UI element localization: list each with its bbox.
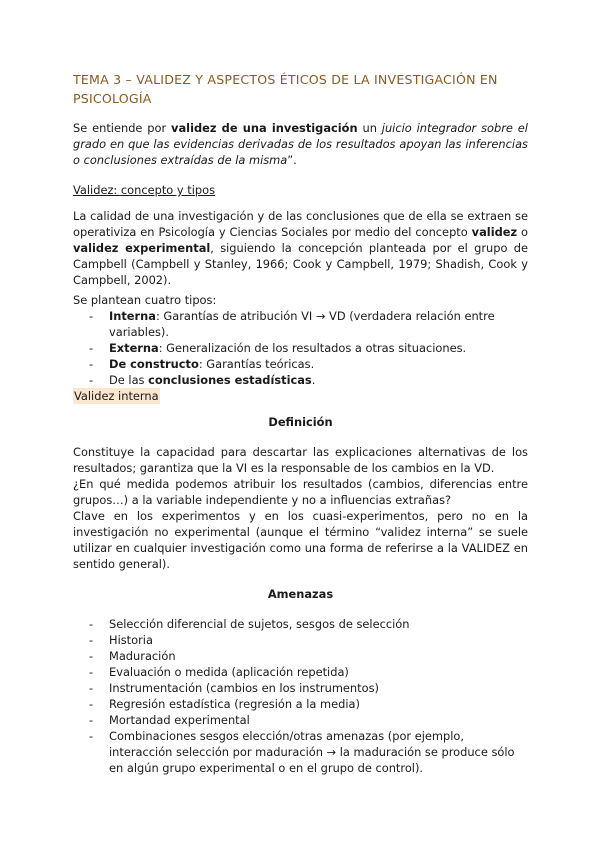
definition-paragraph-1: Constituye la capacidad para descartar las explicaciones alternativas de los resultados; garantiza que la VI es la responsable de los cambios en la VD.: [73, 445, 528, 475]
list-item: - Mortandad experimental: [89, 713, 250, 727]
document-title: TEMA 3 – VALIDEZ Y ASPECTOS ÉTICOS DE LA INVESTIGACIÓN EN PSICOLOGÍA: [73, 72, 498, 106]
intro-bold-term: validez de una investigación: [171, 121, 358, 135]
threats-list: [73, 616, 528, 776]
intro-italic-definition: juicio integrador sobre el grado en que las evidencias derivadas de los resultados apoyan las inferencias o conclusiones extraídas de la misma: [73, 121, 528, 167]
list-item: - Selección diferencial de sujetos, sesgos de selección: [89, 617, 410, 631]
definition-paragraph-3: Clave en los experimentos y en los cuasi-experimentos, pero no en la investigación no experimental (aunque el término “validez interna” se suele utilizar en cualquier investigación como una forma de referirse a la VALIDEZ en sentido general).: [73, 509, 528, 571]
types-lead: Se plantean cuatro tipos:: [73, 293, 217, 307]
list-item: - Historia: [89, 633, 153, 647]
list-item: - Instrumentación (cambios en los instrumentos): [89, 681, 379, 695]
list-item: - Interna: Garantías de atribución VI → VD (verdadera relación entre variables).: [89, 309, 495, 339]
definition-paragraph-2: ¿En qué medida podemos atribuir los resultados (cambios, diferencias entre grupos…) a la variable independiente y no a influencias extrañas?: [73, 477, 528, 507]
document-page: [73, 70, 528, 776]
section-heading-validez-concepto: Validez: concepto y tipos: [73, 183, 216, 197]
list-item: - De las conclusiones estadísticas.: [89, 373, 316, 387]
section-heading-validez-interna: Validez interna: [74, 389, 159, 403]
list-item: - Externa: Generalización de los resultados a otras situaciones.: [89, 341, 467, 355]
list-item: - Regresión estadística (regresión a la media): [89, 697, 360, 711]
list-item: - Combinaciones sesgos elección/otras amenazas (por ejemplo, interacción selección por maduración → la maduración se produce sólo en algún grupo experimental o en el grupo de control).: [89, 729, 515, 775]
list-item: - Evaluación o medida (aplicación repetida): [89, 665, 349, 679]
intro-paragraph: Se entiende por validez de una investigación un juicio integrador sobre el grado en que las evidencias derivadas de los resultados apoyan las inferencias o conclusiones extraídas de la misma”.: [73, 121, 528, 167]
list-item: - Maduración: [89, 649, 176, 663]
validity-types-list: [73, 308, 528, 388]
list-item: - De constructo: Garantías teóricas.: [89, 357, 315, 371]
section1-paragraph: La calidad de una investigación y de las conclusiones que de ella se extraen se operativiza en Psicología y Ciencias Sociales por medio del concepto validez o validez experimental, siguiendo la concepción planteada por el grupo de Campbell (Campbell y Stanley, 1966; Cook y Campbell, 1979; Shadish, Cook y Campbell, 2002).: [73, 209, 529, 287]
threats-heading: Amenazas: [267, 587, 334, 601]
definition-heading: Definición: [268, 415, 333, 429]
